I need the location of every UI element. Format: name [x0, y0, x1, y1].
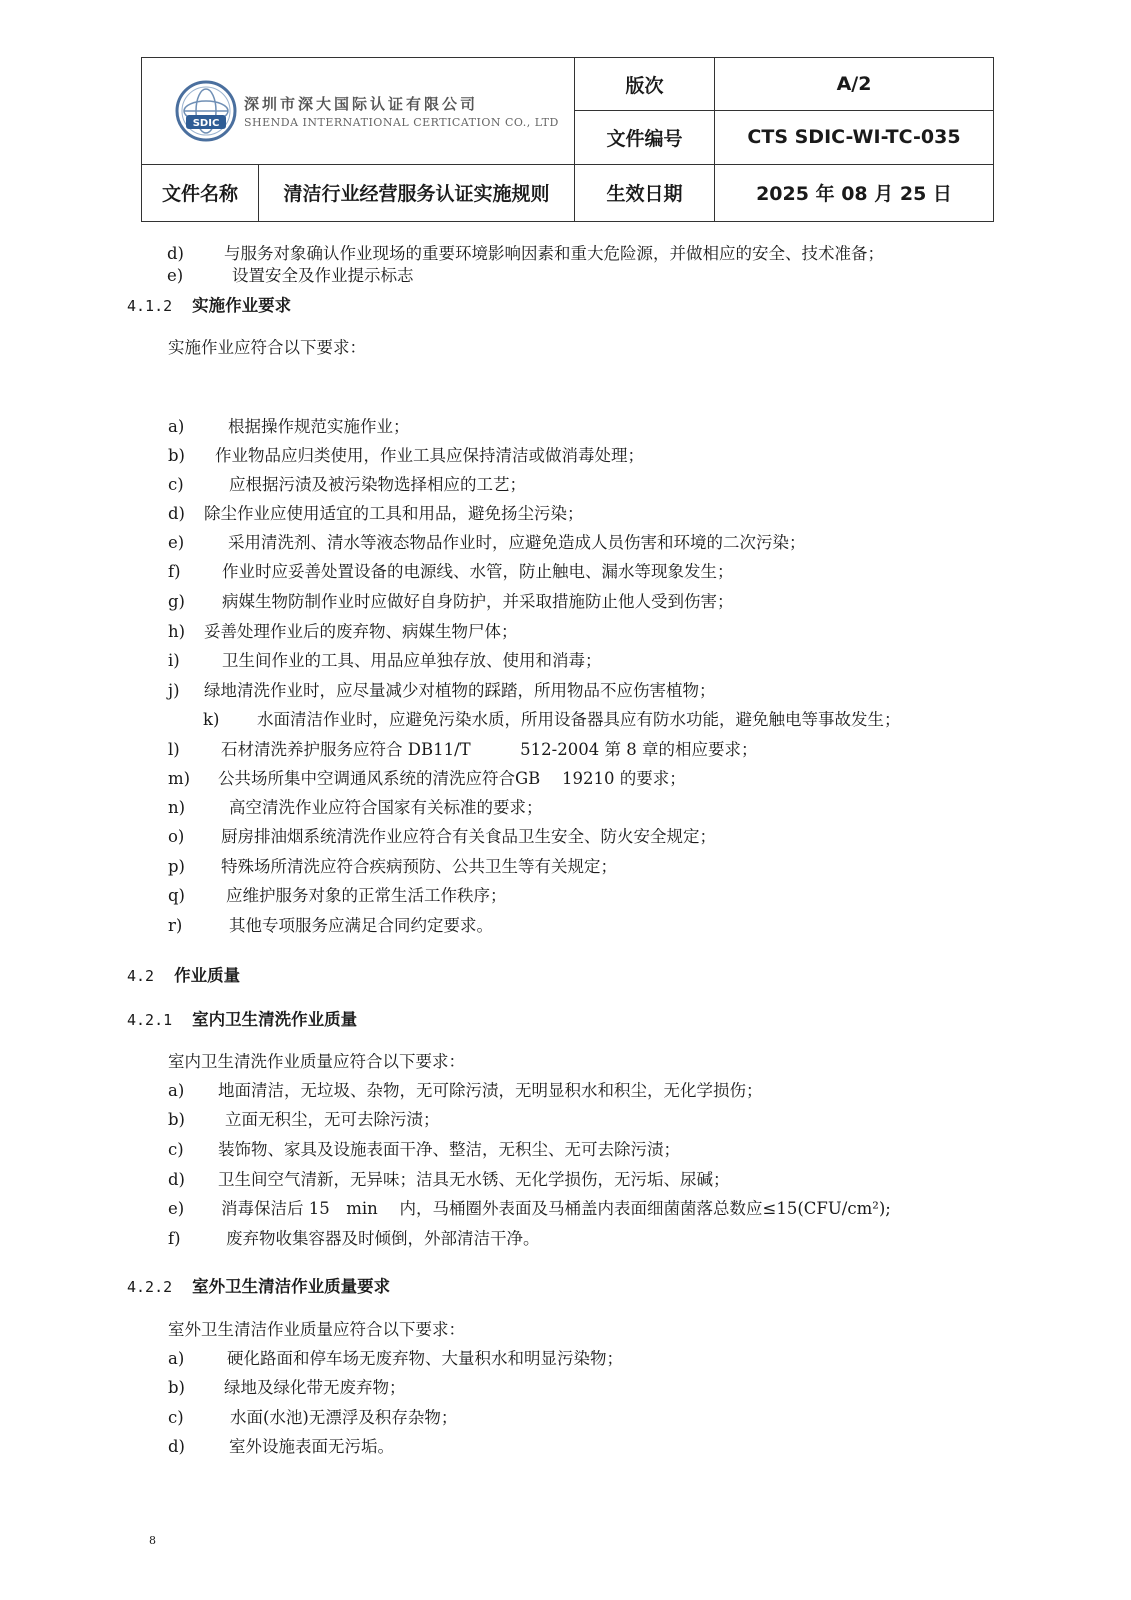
list-item: g) 病媒生物防制作业时应做好自身防护，并采取措施防止他人受到伤害；	[168, 592, 734, 611]
list-item: d) 卫生间空气清新，无异味；洁具无水锈、无化学损伤，无污垢、尿碱；	[168, 1170, 730, 1189]
list-item: j) 绿地清洗作业时，应尽量减少对植物的踩踏，所用物品不应伤害植物；	[168, 681, 716, 700]
list-item: q) 应维护服务对象的正常生活工作秩序；	[168, 886, 507, 905]
list-item: d) 与服务对象确认作业现场的重要环境影响因素和重大危险源，并做相应的安全、技术准备；	[167, 244, 884, 263]
company-logo-icon	[174, 79, 238, 143]
version-value: A/2	[715, 58, 994, 111]
section-intro: 室外卫生清洁作业质量应符合以下要求：	[168, 1320, 465, 1339]
page-number: 8	[149, 1534, 156, 1547]
list-item: e) 设置安全及作业提示标志	[167, 266, 414, 285]
document-header-table	[141, 57, 994, 222]
list-item: h) 妥善处理作业后的废弃物、病媒生物尸体；	[168, 622, 518, 641]
list-item: b) 作业物品应归类使用，作业工具应保持清洁或做消毒处理；	[168, 446, 644, 465]
section-heading-4-2-2: 4.2.2 室外卫生清洁作业质量要求	[127, 1277, 391, 1296]
version-label: 版次	[575, 58, 715, 111]
list-item: m) 公共场所集中空调通风系统的清洗应符合GB 19210 的要求；	[168, 769, 686, 788]
section-intro: 室内卫生清洗作业质量应符合以下要求：	[168, 1052, 465, 1071]
section-heading-4-1-2: 4.1.2 实施作业要求	[127, 296, 292, 315]
list-item: a) 根据操作规范实施作业；	[168, 417, 410, 436]
company-logo-cell	[142, 58, 575, 165]
logo-text: SDIC	[192, 117, 220, 129]
list-item: d) 除尘作业应使用适宜的工具和用品，避免扬尘污染；	[168, 504, 584, 523]
list-item: i) 卫生间作业的工具、用品应单独存放、使用和消毒；	[168, 651, 602, 670]
list-item: f) 废弃物收集容器及时倾倒，外部清洁干净。	[168, 1229, 540, 1248]
doc-name-value: 清洁行业经营服务认证实施规则	[259, 164, 575, 221]
list-item: e) 采用清洗剂、清水等液态物品作业时，应避免造成人员伤害和环境的二次污染；	[168, 533, 806, 552]
section-intro: 实施作业应符合以下要求：	[168, 338, 366, 357]
list-item: b) 绿地及绿化带无废弃物；	[168, 1378, 406, 1397]
list-item: a) 硬化路面和停车场无废弃物、大量积水和明显污染物；	[168, 1349, 623, 1368]
list-item: a) 地面清洁，无垃圾、杂物，无可除污渍，无明显积水和积尘，无化学损伤；	[168, 1081, 763, 1100]
doc-number-value: CTS SDIC-WI-TC-035	[715, 111, 994, 164]
list-item: o) 厨房排油烟系统清洗作业应符合有关食品卫生安全、防火安全规定；	[168, 827, 716, 846]
list-item: n) 高空清洗作业应符合国家有关标准的要求；	[168, 798, 543, 817]
list-item: b) 立面无积尘，无可去除污渍；	[168, 1110, 440, 1129]
list-item: c) 装饰物、家具及设施表面干净、整洁，无积尘、无可去除污渍；	[168, 1140, 680, 1159]
list-item: k) 水面清洁作业时，应避免污染水质，所用设备器具应有防水功能，避免触电等事故发生；	[203, 710, 901, 729]
section-heading-4-2: 4.2 作业质量	[127, 966, 241, 985]
list-item: c) 应根据污渍及被污染物选择相应的工艺；	[168, 475, 526, 494]
list-item: r) 其他专项服务应满足合同约定要求。	[168, 916, 493, 935]
effective-date-label: 生效日期	[575, 164, 715, 221]
doc-name-label: 文件名称	[142, 164, 259, 221]
section-heading-4-2-1: 4.2.1 室内卫生清洗作业质量	[127, 1010, 358, 1029]
doc-number-label: 文件编号	[575, 111, 715, 164]
list-item: e) 消毒保洁后 15 min 内，马桶圈外表面及马桶盖内表面细菌菌落总数应≤15(CFU/cm²);	[168, 1199, 891, 1218]
list-item: p) 特殊场所清洗应符合疾病预防、公共卫生等有关规定；	[168, 857, 617, 876]
list-item: f) 作业时应妥善处置设备的电源线、水管，防止触电、漏水等现象发生；	[168, 562, 734, 581]
list-item: l) 石材清洗养护服务应符合 DB11/T 512-2004 第 8 章的相应要求；	[168, 740, 758, 759]
list-item: d) 室外设施表面无污垢。	[168, 1437, 394, 1456]
company-name-cn: 深圳市深大国际认证有限公司	[244, 94, 479, 113]
list-item: c) 水面(水池)无漂浮及积存杂物；	[168, 1408, 458, 1427]
effective-date-value: 2025 年 08 月 25 日	[715, 164, 994, 221]
company-name-en: SHENDA INTERNATIONAL CERTICATION CO., LTD	[244, 115, 559, 129]
